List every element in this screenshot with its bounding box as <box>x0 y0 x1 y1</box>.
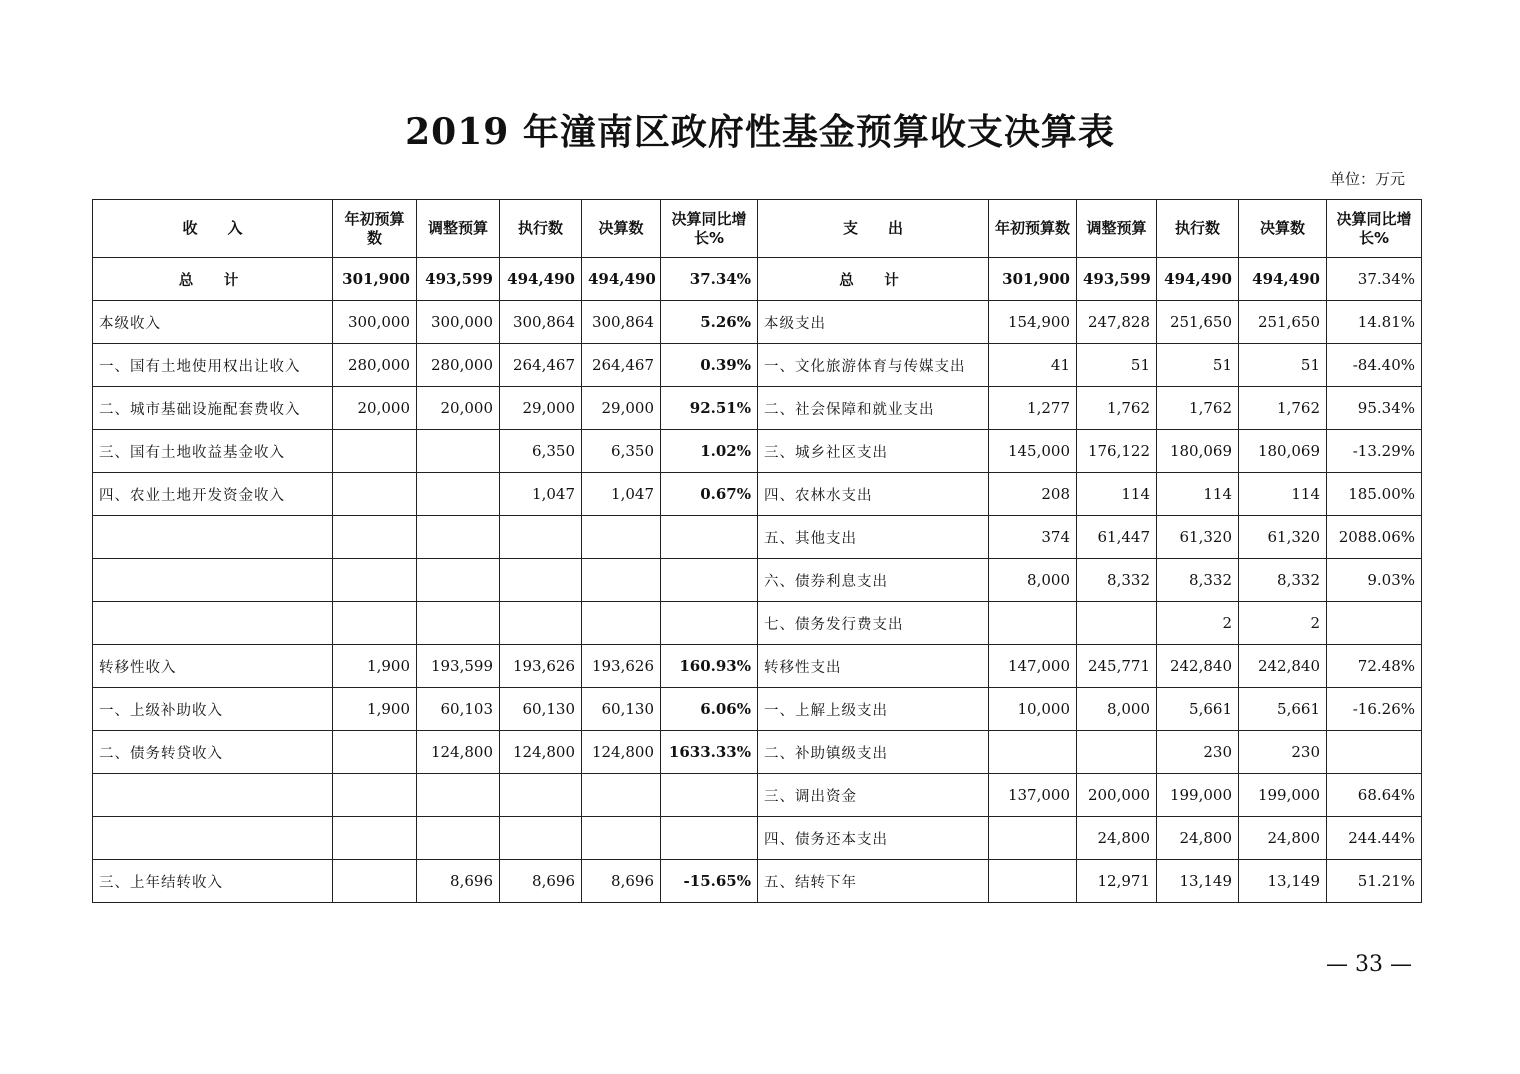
expense-final-cell: 230 <box>1239 731 1327 774</box>
header-in-executed: 执行数 <box>500 200 582 258</box>
income-final-cell: 6,350 <box>582 430 661 473</box>
expense-label-cell: 四、农林水支出 <box>758 473 989 516</box>
expense-budget-cell: 301,900 <box>989 258 1077 301</box>
expense-adjusted-cell: 61,447 <box>1077 516 1157 559</box>
income-label-cell: 转移性收入 <box>93 645 333 688</box>
expense-final-cell: 1,762 <box>1239 387 1327 430</box>
income-label-cell <box>93 817 333 860</box>
table-header-row <box>93 200 1422 258</box>
expense-budget-cell: 137,000 <box>989 774 1077 817</box>
income-executed-cell: 494,490 <box>500 258 582 301</box>
table-row <box>93 860 1422 903</box>
expense-label-cell: 转移性支出 <box>758 645 989 688</box>
expense-final-cell: 51 <box>1239 344 1327 387</box>
expense-adjusted-cell: 247,828 <box>1077 301 1157 344</box>
expense-budget-cell: 145,000 <box>989 430 1077 473</box>
income-budget-cell <box>333 817 417 860</box>
income-executed-cell <box>500 774 582 817</box>
total-row <box>93 258 1422 301</box>
income-growth-cell: -15.65% <box>661 860 758 903</box>
income-budget-cell <box>333 430 417 473</box>
income-growth-cell <box>661 774 758 817</box>
expense-growth-cell: 68.64% <box>1327 774 1422 817</box>
income-budget-cell <box>333 602 417 645</box>
expense-executed-cell: 61,320 <box>1157 516 1239 559</box>
income-budget-cell <box>333 516 417 559</box>
expense-executed-cell: 2 <box>1157 602 1239 645</box>
income-budget-cell <box>333 473 417 516</box>
expense-growth-cell: -16.26% <box>1327 688 1422 731</box>
table-row <box>93 645 1422 688</box>
expense-budget-cell <box>989 817 1077 860</box>
header-in-adjusted: 调整预算 <box>417 200 500 258</box>
expense-growth-cell: 51.21% <box>1327 860 1422 903</box>
table-row <box>93 344 1422 387</box>
income-growth-cell <box>661 516 758 559</box>
income-label-cell <box>93 774 333 817</box>
income-growth-cell: 5.26% <box>661 301 758 344</box>
expense-label-cell: 五、其他支出 <box>758 516 989 559</box>
expense-executed-cell: 13,149 <box>1157 860 1239 903</box>
income-growth-cell <box>661 559 758 602</box>
header-income: 收 入 <box>93 200 333 258</box>
income-growth-cell: 92.51% <box>661 387 758 430</box>
income-growth-cell <box>661 817 758 860</box>
expense-executed-cell: 114 <box>1157 473 1239 516</box>
expense-final-cell: 251,650 <box>1239 301 1327 344</box>
income-adjusted-cell <box>417 559 500 602</box>
expense-final-cell: 2 <box>1239 602 1327 645</box>
header-in-growth: 决算同比增长% <box>661 200 758 258</box>
table-body <box>93 258 1422 903</box>
header-in-budget: 年初预算数 <box>333 200 417 258</box>
expense-label-cell: 一、上解上级支出 <box>758 688 989 731</box>
expense-final-cell: 8,332 <box>1239 559 1327 602</box>
income-adjusted-cell <box>417 602 500 645</box>
table-row <box>93 473 1422 516</box>
expense-final-cell: 242,840 <box>1239 645 1327 688</box>
expense-budget-cell: 374 <box>989 516 1077 559</box>
expense-budget-cell <box>989 731 1077 774</box>
expense-final-cell: 61,320 <box>1239 516 1327 559</box>
table-row <box>93 688 1422 731</box>
income-budget-cell <box>333 774 417 817</box>
income-executed-cell: 6,350 <box>500 430 582 473</box>
expense-adjusted-cell: 245,771 <box>1077 645 1157 688</box>
income-executed-cell: 193,626 <box>500 645 582 688</box>
expense-budget-cell <box>989 602 1077 645</box>
table-row <box>93 387 1422 430</box>
income-budget-cell: 1,900 <box>333 688 417 731</box>
header-out-executed: 执行数 <box>1157 200 1239 258</box>
table-row <box>93 817 1422 860</box>
expense-label-cell: 二、社会保障和就业支出 <box>758 387 989 430</box>
expense-growth-cell: 72.48% <box>1327 645 1422 688</box>
expense-budget-cell: 10,000 <box>989 688 1077 731</box>
income-final-cell: 193,626 <box>582 645 661 688</box>
expense-growth-cell: 9.03% <box>1327 559 1422 602</box>
expense-budget-cell <box>989 860 1077 903</box>
header-in-final: 决算数 <box>582 200 661 258</box>
income-adjusted-cell: 60,103 <box>417 688 500 731</box>
header-expense: 支 出 <box>758 200 989 258</box>
expense-final-cell: 24,800 <box>1239 817 1327 860</box>
expense-growth-cell: 14.81% <box>1327 301 1422 344</box>
expense-growth-cell: 185.00% <box>1327 473 1422 516</box>
table-row <box>93 731 1422 774</box>
income-label-cell: 四、农业土地开发资金收入 <box>93 473 333 516</box>
income-adjusted-cell: 193,599 <box>417 645 500 688</box>
expense-adjusted-cell: 8,000 <box>1077 688 1157 731</box>
income-adjusted-cell <box>417 516 500 559</box>
expense-label-cell: 三、调出资金 <box>758 774 989 817</box>
expense-executed-cell: 180,069 <box>1157 430 1239 473</box>
income-label-cell: 总 计 <box>93 258 333 301</box>
income-executed-cell: 264,467 <box>500 344 582 387</box>
expense-final-cell: 180,069 <box>1239 430 1327 473</box>
income-label-cell: 本级收入 <box>93 301 333 344</box>
income-label-cell <box>93 559 333 602</box>
income-budget-cell <box>333 731 417 774</box>
income-budget-cell <box>333 559 417 602</box>
income-final-cell <box>582 817 661 860</box>
income-final-cell: 264,467 <box>582 344 661 387</box>
header-out-growth: 决算同比增长% <box>1327 200 1422 258</box>
income-final-cell: 29,000 <box>582 387 661 430</box>
expense-executed-cell: 51 <box>1157 344 1239 387</box>
income-executed-cell <box>500 602 582 645</box>
expense-adjusted-cell: 493,599 <box>1077 258 1157 301</box>
income-adjusted-cell: 20,000 <box>417 387 500 430</box>
income-executed-cell: 29,000 <box>500 387 582 430</box>
income-executed-cell: 1,047 <box>500 473 582 516</box>
expense-adjusted-cell: 176,122 <box>1077 430 1157 473</box>
income-executed-cell <box>500 817 582 860</box>
expense-label-cell: 一、文化旅游体育与传媒支出 <box>758 344 989 387</box>
table-row <box>93 774 1422 817</box>
income-label-cell: 二、城市基础设施配套费收入 <box>93 387 333 430</box>
expense-final-cell: 199,000 <box>1239 774 1327 817</box>
expense-budget-cell: 41 <box>989 344 1077 387</box>
expense-label-cell: 六、债券利息支出 <box>758 559 989 602</box>
expense-executed-cell: 24,800 <box>1157 817 1239 860</box>
income-adjusted-cell: 300,000 <box>417 301 500 344</box>
income-final-cell: 60,130 <box>582 688 661 731</box>
expense-label-cell: 五、结转下年 <box>758 860 989 903</box>
income-budget-cell: 20,000 <box>333 387 417 430</box>
income-adjusted-cell: 493,599 <box>417 258 500 301</box>
expense-adjusted-cell: 8,332 <box>1077 559 1157 602</box>
expense-label-cell: 二、补助镇级支出 <box>758 731 989 774</box>
income-executed-cell: 300,864 <box>500 301 582 344</box>
expense-adjusted-cell: 1,762 <box>1077 387 1157 430</box>
income-growth-cell: 0.67% <box>661 473 758 516</box>
income-executed-cell: 8,696 <box>500 860 582 903</box>
page-number: — 33 — <box>1326 952 1412 977</box>
expense-executed-cell: 251,650 <box>1157 301 1239 344</box>
table-row <box>93 602 1422 645</box>
expense-adjusted-cell: 12,971 <box>1077 860 1157 903</box>
expense-growth-cell: 2088.06% <box>1327 516 1422 559</box>
income-label-cell: 三、国有土地收益基金收入 <box>93 430 333 473</box>
expense-adjusted-cell <box>1077 602 1157 645</box>
income-growth-cell: 37.34% <box>661 258 758 301</box>
income-adjusted-cell: 280,000 <box>417 344 500 387</box>
expense-growth-cell: -13.29% <box>1327 430 1422 473</box>
expense-growth-cell: 95.34% <box>1327 387 1422 430</box>
expense-growth-cell <box>1327 602 1422 645</box>
income-label-cell <box>93 516 333 559</box>
expense-budget-cell: 1,277 <box>989 387 1077 430</box>
table-row <box>93 516 1422 559</box>
income-budget-cell: 301,900 <box>333 258 417 301</box>
expense-adjusted-cell: 24,800 <box>1077 817 1157 860</box>
income-executed-cell: 60,130 <box>500 688 582 731</box>
expense-executed-cell: 1,762 <box>1157 387 1239 430</box>
expense-executed-cell: 199,000 <box>1157 774 1239 817</box>
expense-executed-cell: 242,840 <box>1157 645 1239 688</box>
expense-label-cell: 本级支出 <box>758 301 989 344</box>
table-row <box>93 559 1422 602</box>
income-adjusted-cell: 124,800 <box>417 731 500 774</box>
page-title: 2019 年潼南区政府性基金预算收支决算表 <box>405 111 1115 153</box>
income-adjusted-cell <box>417 817 500 860</box>
header-out-adjusted: 调整预算 <box>1077 200 1157 258</box>
income-label-cell: 一、国有土地使用权出让收入 <box>93 344 333 387</box>
header-out-budget: 年初预算数 <box>989 200 1077 258</box>
income-executed-cell <box>500 516 582 559</box>
income-budget-cell <box>333 860 417 903</box>
income-growth-cell: 160.93% <box>661 645 758 688</box>
income-label-cell: 二、债务转贷收入 <box>93 731 333 774</box>
income-label-cell: 一、上级补助收入 <box>93 688 333 731</box>
income-final-cell: 300,864 <box>582 301 661 344</box>
income-label-cell: 三、上年结转收入 <box>93 860 333 903</box>
income-adjusted-cell <box>417 774 500 817</box>
expense-label-cell: 七、债务发行费支出 <box>758 602 989 645</box>
expense-executed-cell: 230 <box>1157 731 1239 774</box>
table-row <box>93 430 1422 473</box>
income-final-cell <box>582 516 661 559</box>
income-executed-cell <box>500 559 582 602</box>
expense-executed-cell: 494,490 <box>1157 258 1239 301</box>
expense-growth-cell <box>1327 731 1422 774</box>
header-out-final: 决算数 <box>1239 200 1327 258</box>
expense-budget-cell: 154,900 <box>989 301 1077 344</box>
income-adjusted-cell <box>417 473 500 516</box>
unit-label: 单位：万元 <box>1330 170 1406 188</box>
income-adjusted-cell: 8,696 <box>417 860 500 903</box>
expense-growth-cell: 244.44% <box>1327 817 1422 860</box>
expense-adjusted-cell: 200,000 <box>1077 774 1157 817</box>
income-final-cell: 124,800 <box>582 731 661 774</box>
expense-label-cell: 四、债务还本支出 <box>758 817 989 860</box>
table-row <box>93 301 1422 344</box>
expense-budget-cell: 147,000 <box>989 645 1077 688</box>
expense-adjusted-cell: 114 <box>1077 473 1157 516</box>
expense-budget-cell: 8,000 <box>989 559 1077 602</box>
income-growth-cell <box>661 602 758 645</box>
income-adjusted-cell <box>417 430 500 473</box>
income-final-cell: 1,047 <box>582 473 661 516</box>
expense-executed-cell: 8,332 <box>1157 559 1239 602</box>
income-budget-cell: 1,900 <box>333 645 417 688</box>
income-budget-cell: 280,000 <box>333 344 417 387</box>
expense-growth-cell: -84.40% <box>1327 344 1422 387</box>
budget-table <box>92 199 1422 903</box>
expense-budget-cell: 208 <box>989 473 1077 516</box>
income-final-cell: 8,696 <box>582 860 661 903</box>
income-growth-cell: 6.06% <box>661 688 758 731</box>
income-label-cell <box>93 602 333 645</box>
expense-final-cell: 13,149 <box>1239 860 1327 903</box>
expense-final-cell: 494,490 <box>1239 258 1327 301</box>
income-final-cell <box>582 559 661 602</box>
expense-executed-cell: 5,661 <box>1157 688 1239 731</box>
income-growth-cell: 1633.33% <box>661 731 758 774</box>
income-final-cell <box>582 602 661 645</box>
expense-growth-cell: 37.34% <box>1327 258 1422 301</box>
expense-final-cell: 114 <box>1239 473 1327 516</box>
expense-label-cell: 总 计 <box>758 258 989 301</box>
expense-adjusted-cell <box>1077 731 1157 774</box>
income-budget-cell: 300,000 <box>333 301 417 344</box>
income-growth-cell: 0.39% <box>661 344 758 387</box>
income-executed-cell: 124,800 <box>500 731 582 774</box>
expense-label-cell: 三、城乡社区支出 <box>758 430 989 473</box>
income-final-cell <box>582 774 661 817</box>
expense-final-cell: 5,661 <box>1239 688 1327 731</box>
income-final-cell: 494,490 <box>582 258 661 301</box>
expense-adjusted-cell: 51 <box>1077 344 1157 387</box>
income-growth-cell: 1.02% <box>661 430 758 473</box>
